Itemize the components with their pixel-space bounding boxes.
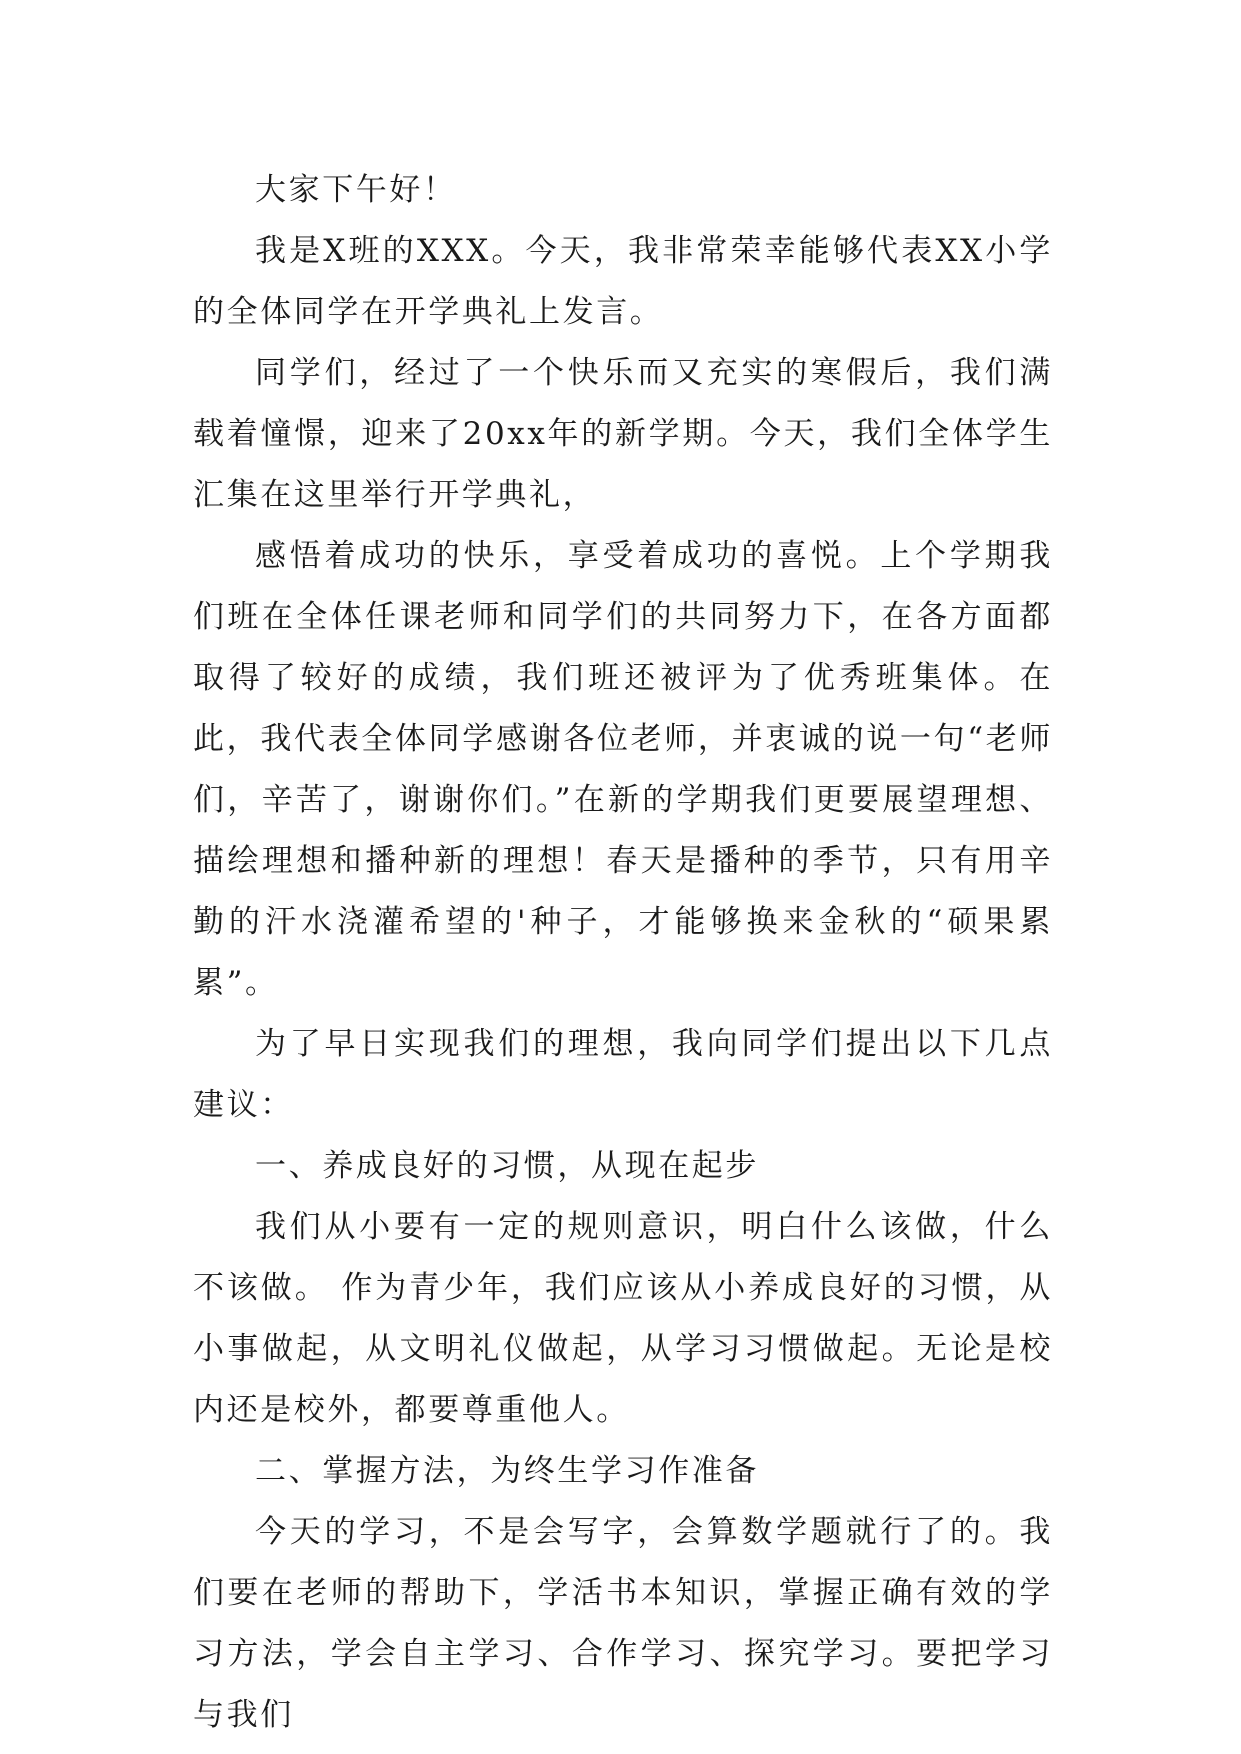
new-semester-paragraph: 同学们，经过了一个快乐而又充实的寒假后，我们满载着憧憬，迎来了20xx年的新学期。今天，我们全体学生汇集在这里举行开学典礼，: [193, 355, 1053, 513]
suggestions-intro-paragraph: 为了早日实现我们的理想，我向同学们提出以下几点建议：: [193, 1026, 1053, 1123]
section-heading-methods: 二、掌握方法，为终生学习作准备: [255, 1453, 759, 1489]
achievements-paragraph: 感悟着成功的快乐，享受着成功的喜悦。上个学期我们班在全体任课老师和同学们的共同努力下，在各方面都取得了较好的成绩，我们班还被评为了优秀班集体。在此，我代表全体同学感谢各位老师，并衷诚的说一句“老师们，辛苦了，谢谢你们。”在新的学期我们更要展望理想、描绘理想和播种新的理想！春天是播种的季节，只有用辛勤的汗水浇灌希望的'种子，才能够换来金秋的“硕果累累”。: [193, 538, 1053, 1001]
section-heading-habits: 一、养成良好的习惯，从现在起步: [255, 1148, 759, 1184]
greeting-paragraph: 大家下午好！: [255, 172, 457, 208]
speech-body: [193, 160, 1053, 1746]
introduction-paragraph: 我是X班的XXX。今天，我非常荣幸能够代表XX小学的全体同学在开学典礼上发言。: [193, 233, 1053, 330]
methods-paragraph: 今天的学习，不是会写字，会算数学题就行了的。我们要在老师的帮助下，学活书本知识，掌握正确有效的学习方法，学会自主学习、合作学习、探究学习。要把学习与我们: [193, 1514, 1053, 1733]
habits-paragraph: 我们从小要有一定的规则意识，明白什么该做，什么不该做。 作为青少年，我们应该从小养成良好的习惯，从小事做起，从文明礼仪做起，从学习习惯做起。无论是校内还是校外，都要尊重他人。: [193, 1209, 1053, 1428]
